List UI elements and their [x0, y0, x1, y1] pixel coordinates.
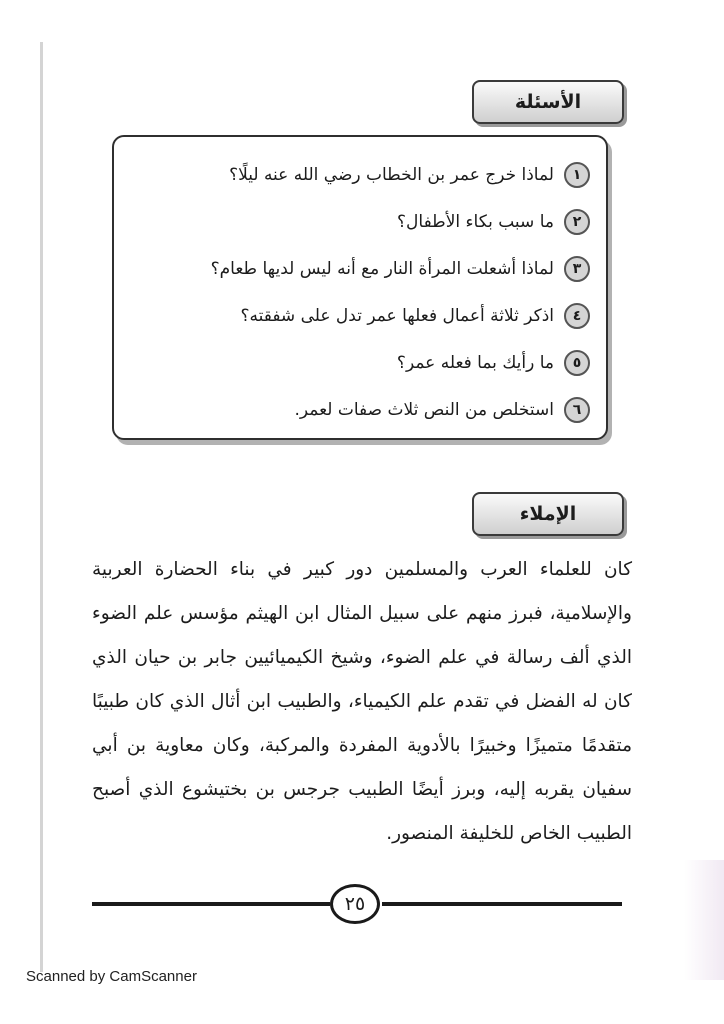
question-number-badge: ٤ — [564, 303, 590, 329]
question-item — [122, 339, 590, 386]
question-number-badge: ٥ — [564, 350, 590, 376]
question-text: اذكر ثلاثة أعمال فعلها عمر تدل على شفقته؟ — [240, 305, 554, 326]
questions-list — [114, 137, 606, 433]
page-number: ٢٥ — [330, 884, 380, 924]
question-item — [122, 198, 590, 245]
question-number-badge: ١ — [564, 162, 590, 188]
question-number-badge: ٣ — [564, 256, 590, 282]
question-number-badge: ٦ — [564, 397, 590, 423]
questions-box — [112, 135, 608, 440]
question-text: لماذا خرج عمر بن الخطاب رضي الله عنه ليلًا؟ — [229, 164, 554, 185]
dictation-paragraph: كان للعلماء العرب والمسلمين دور كبير في بناء الحضارة العربية والإسلامية، فبرز منهم على سبيل المثال ابن الهيثم مؤسس علم الضوء الذي ألف رسالة في علم الضوء، وشيخ الكيميائيين جابر بن حيان الذي كان له الفضل في تقدم علم الكيمياء، والطبيب ابن أثال الذي كان طبيبًا متقدمًا متميزًا وخبيرًا بالأدوية المفردة والمركبة، وكان معاوية بن أبي سفيان يقربه إليه، وبرز أيضًا الطبيب جرجس بن بختيشوع الذي أصبح الطبيب الخاص للخليفة المنصور. — [92, 559, 632, 844]
questions-heading: الأسئلة — [472, 80, 624, 124]
question-text: لماذا أشعلت المرأة النار مع أنه ليس لديها طعام؟ — [210, 258, 554, 279]
page-edge — [40, 42, 43, 972]
question-item — [122, 245, 590, 292]
scanner-watermark: Scanned by CamScanner — [26, 968, 197, 985]
question-text: ما رأيك بما فعله عمر؟ — [396, 352, 554, 373]
question-text: استخلص من النص ثلاث صفات لعمر. — [294, 399, 554, 420]
question-text: ما سبب بكاء الأطفال؟ — [397, 211, 554, 232]
dictation-heading: الإملاء — [472, 492, 624, 536]
question-number-badge: ٢ — [564, 209, 590, 235]
question-item — [122, 292, 590, 339]
question-item — [122, 386, 590, 433]
question-item — [122, 151, 590, 198]
page-corner-shade — [684, 860, 724, 980]
footer-rule-right — [382, 902, 622, 906]
footer-rule-left — [92, 902, 330, 906]
